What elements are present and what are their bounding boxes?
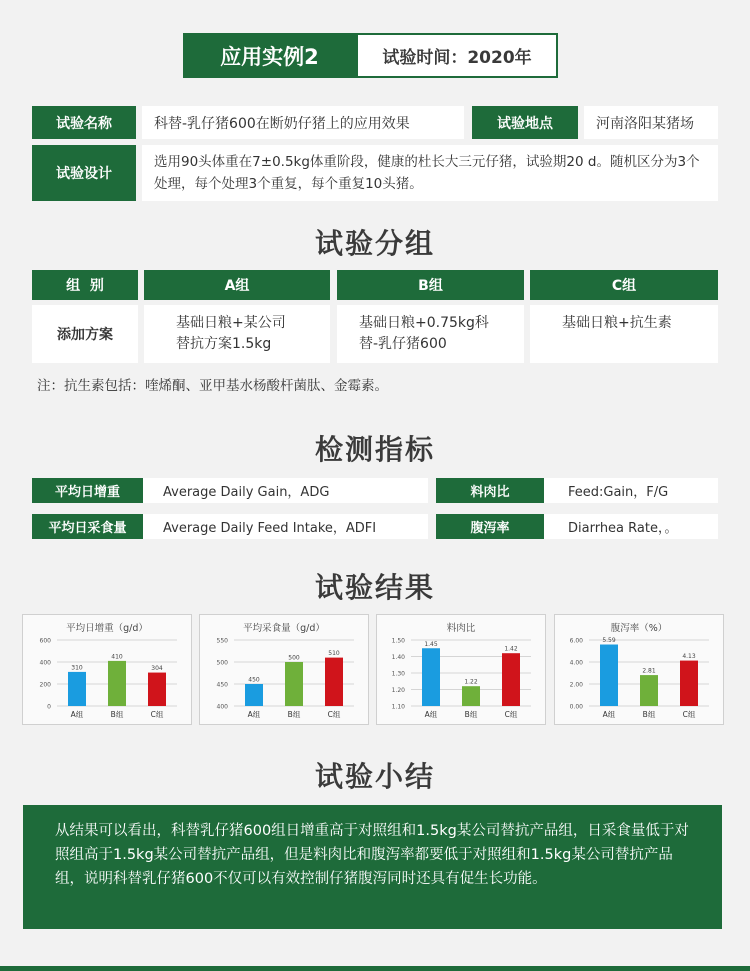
indicator-adg-value: Average Daily Gain，ADG: [143, 478, 428, 503]
info-name-value: 科替-乳仔猪600在断奶仔猪上的应用效果: [142, 106, 464, 139]
bar: [68, 672, 86, 706]
x-tick-label: C组: [504, 710, 518, 719]
grouping-note: 注：抗生素包括：喹烯酮、亚甲基水杨酸杆菌肽、金霉素。: [37, 378, 388, 394]
indicator-fg-value: Feed:Gain，F/G: [544, 478, 718, 503]
x-tick-label: B组: [464, 710, 478, 719]
grouping-col-label: 组 别: [32, 270, 138, 300]
x-tick-label: C组: [150, 710, 164, 719]
y-tick-label: 2.00: [569, 681, 583, 689]
x-tick-label: A组: [70, 710, 84, 719]
data-label: 1.22: [464, 678, 478, 686]
info-place-label: 试验地点: [472, 106, 578, 139]
bar: [245, 684, 263, 706]
y-tick-label: 0: [47, 703, 51, 711]
bar: [640, 675, 658, 706]
chart-svg: [200, 615, 368, 724]
chart-svg: [555, 615, 723, 724]
bar: [502, 653, 520, 706]
bar: [462, 686, 480, 706]
x-tick-label: A组: [602, 710, 616, 719]
indicators-title: 检测指标: [314, 433, 435, 466]
y-tick-label: 600: [39, 637, 51, 645]
indicator-dr-value: Diarrhea Rate，。: [544, 514, 718, 539]
chart-title: 平均日增重（g/d）: [66, 623, 148, 634]
bottom-bar: [0, 966, 750, 971]
bar: [325, 658, 343, 706]
y-tick-label: 1.50: [391, 637, 405, 645]
chart-title: 料肉比: [446, 623, 476, 634]
group-b-header: B组: [337, 270, 524, 300]
y-tick-label: 400: [216, 703, 228, 711]
group-b-plan: 基础日粮+0.75kg科替-乳仔猪600: [337, 305, 524, 363]
data-label: 450: [248, 676, 260, 684]
chart-adg: [22, 614, 192, 725]
indicator-dr-label: 腹泻率: [436, 514, 544, 539]
data-label: 1.42: [504, 645, 518, 653]
summary-title: 试验小结: [314, 760, 435, 793]
x-tick-label: A组: [247, 710, 261, 719]
bar: [680, 661, 698, 706]
x-tick-label: B组: [110, 710, 124, 719]
y-tick-label: 1.40: [391, 654, 405, 661]
x-tick-label: B组: [287, 710, 301, 719]
info-place-value: 河南洛阳某猪场: [584, 106, 718, 139]
group-c-header: C组: [530, 270, 718, 300]
results-title: 试验结果: [314, 571, 435, 604]
data-label: 500: [288, 654, 300, 662]
x-tick-label: C组: [327, 710, 341, 719]
chart-title: 腹泻率（%）: [610, 623, 668, 634]
y-tick-label: 1.20: [391, 687, 405, 694]
chart-adfi: [199, 614, 369, 725]
indicator-fg-label: 料肉比: [436, 478, 544, 503]
data-label: 1.45: [424, 640, 438, 648]
bar: [600, 645, 618, 706]
chart-diarrhea: [554, 614, 724, 725]
bar: [285, 662, 303, 706]
y-tick-label: 550: [216, 637, 228, 645]
data-label: 2.81: [642, 667, 656, 675]
indicator-adfi-value: Average Daily Feed Intake，ADFI: [143, 514, 428, 539]
data-label: 510: [328, 650, 340, 658]
chart-svg: [23, 615, 191, 724]
info-design-label: 试验设计: [32, 145, 136, 201]
bar: [148, 673, 166, 706]
chart-fg: [376, 614, 546, 725]
x-tick-label: A组: [424, 710, 438, 719]
x-tick-label: C组: [682, 710, 696, 719]
info-name-label: 试验名称: [32, 106, 136, 139]
bar: [422, 648, 440, 706]
header-title: 应用实例2: [183, 33, 356, 78]
indicator-adfi-label: 平均日采食量: [32, 514, 143, 539]
grouping-row-label: 添加方案: [32, 305, 138, 363]
bar: [108, 661, 126, 706]
y-tick-label: 450: [216, 681, 228, 689]
info-design-value: 选用90头体重在7±0.5kg体重阶段，健康的杜长大三元仔猪，试验期20 d。随机区分为3个处理，每个处理3个重复，每个重复10头猪。: [142, 145, 718, 201]
summary-box: 从结果可以看出，科替乳仔猪600组日增重高于对照组和1.5kg某公司替抗产品组，日采食量低于对照组高于1.5kg某公司替抗产品组，但是料肉比和腹泻率都要低于对照组和1.5kg某公司替抗产品组，说明科替乳仔猪600不仅可以有效控制仔猪腹泻同时还具有促生长功能。: [23, 805, 722, 929]
grouping-title: 试验分组: [314, 227, 435, 260]
y-tick-label: 4.00: [569, 659, 583, 667]
data-label: 304: [151, 665, 163, 673]
data-label: 5.59: [602, 637, 616, 645]
y-tick-label: 1.10: [391, 703, 405, 711]
data-label: 4.13: [682, 653, 696, 661]
chart-svg: [377, 615, 545, 724]
indicator-adg-label: 平均日增重: [32, 478, 143, 503]
group-a-plan: 基础日粮+某公司替抗方案1.5kg: [144, 305, 330, 363]
data-label: 310: [71, 664, 83, 672]
y-tick-label: 500: [216, 659, 228, 667]
header-time: 试验时间：2020年: [356, 33, 558, 78]
y-tick-label: 1.30: [391, 670, 405, 678]
x-tick-label: B组: [642, 710, 656, 719]
y-tick-label: 0.00: [569, 703, 583, 711]
y-tick-label: 6.00: [569, 637, 583, 645]
y-tick-label: 200: [39, 681, 51, 689]
chart-title: 平均采食量（g/d）: [243, 623, 325, 634]
y-tick-label: 400: [39, 659, 51, 667]
group-c-plan: 基础日粮+抗生素: [530, 305, 718, 363]
group-a-header: A组: [144, 270, 330, 300]
data-label: 410: [111, 653, 123, 661]
